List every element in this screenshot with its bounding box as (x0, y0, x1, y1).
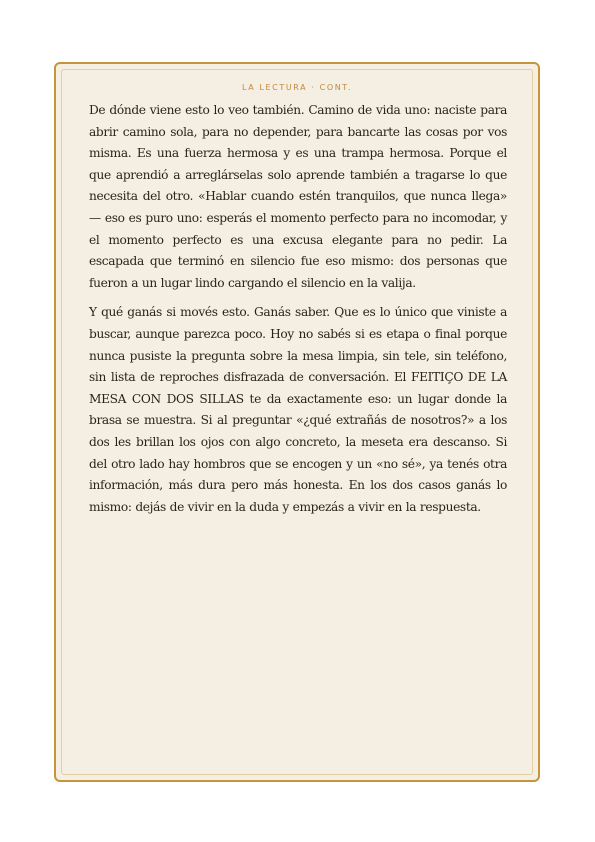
running-header: LA LECTURA · CONT. (242, 83, 352, 92)
paragraph-2: Y qué ganás si movés esto. Ganás saber. Que es lo único que viniste a buscar, aunque parezca poco. Hoy no sabés si es etapa o final porque nunca pusiste la pregunta sobre la mesa limpia, sin tele, sin teléfono, sin lista de reproches disfrazada de conversación. El FEITIÇO DE LA MESA CON DOS SILLAS te da exactamente eso: un lugar donde la brasa se muestra. Si al preguntar «¿qué extrañás de nosotros?» a los dos les brillan los ojos con algo concreto, la meseta era descanso. Si del otro lado hay hombros que se encogen y un «no sé», ya tenés otra información, más dura pero más honesta. En los dos casos ganás lo mismo: dejás de vivir en la duda y empezás a vivir en la respuesta. (89, 305, 507, 514)
paragraph-1: De dónde viene esto lo veo también. Camino de vida uno: naciste para abrir camino sola, para no depender, para bancarte las cosas por vos misma. Es una fuerza hermosa y es una trampa hermosa. Porque el que aprendió a arreglárselas solo aprende también a tragarse lo que necesita del otro. «Hablar cuando estén tranquilos, que nunca llega» — eso es puro uno: esperás el momento perfecto para no incomodar, y el momento perfecto es una excusa elegante para no pedir. La escapada que terminó en silencio fue eso mismo: dos personas que fueron a un lugar lindo cargando el silencio en la valija. (89, 103, 507, 290)
page-frame (54, 62, 540, 782)
body-text (89, 100, 507, 526)
